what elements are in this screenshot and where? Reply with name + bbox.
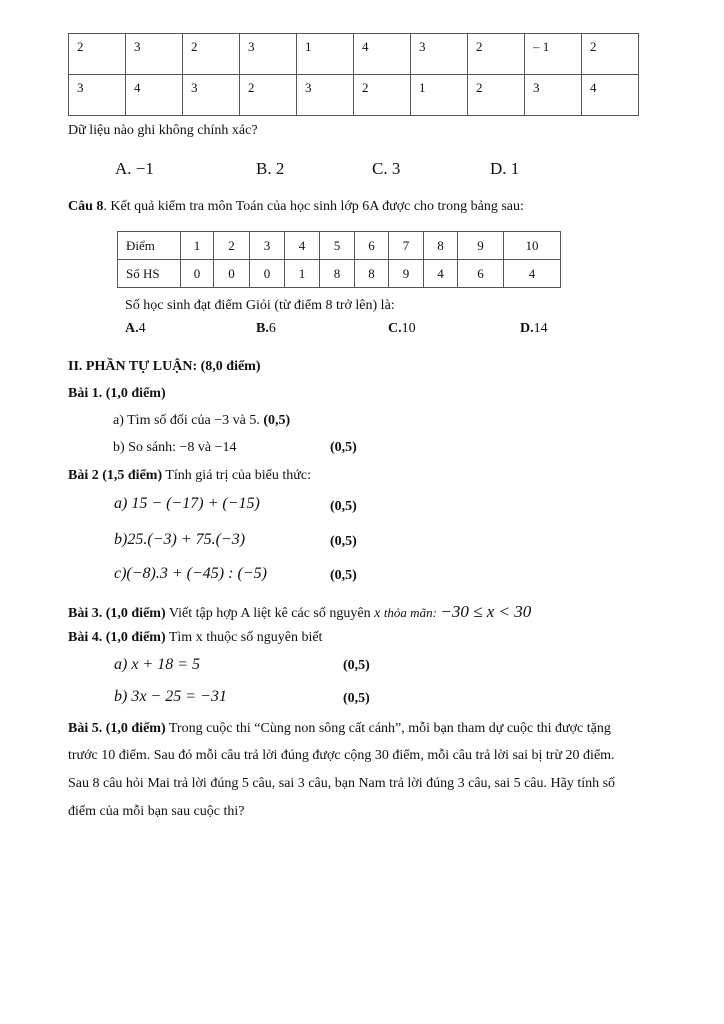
table-cell: 1 <box>285 260 320 288</box>
bai4-b-points: (0,5) <box>343 691 370 706</box>
q7-data-table <box>68 33 639 116</box>
table-cell: 5 <box>320 232 355 260</box>
bai2-b-points: (0,5) <box>330 534 357 549</box>
part2-heading: II. PHẦN TỰ LUẬN: (8,0 điểm) <box>68 359 261 374</box>
table-cell: 9 <box>458 232 504 260</box>
q7-option-d: D. 1 <box>490 159 520 178</box>
table-cell: 9 <box>389 260 424 288</box>
bai2-expr-b: b)25.(−3) + 75.(−3) <box>114 531 246 548</box>
table-cell: 4 <box>582 75 639 116</box>
table-cell: 2 <box>214 232 250 260</box>
table-cell: 3 <box>240 34 297 75</box>
q8-option-b: B.6 <box>256 321 276 336</box>
table-cell: 3 <box>411 34 468 75</box>
q8-option-d: D.14 <box>520 321 548 336</box>
bai2-a-points: (0,5) <box>330 499 357 514</box>
table-cell: 0 <box>181 260 214 288</box>
bai1-b-points: (0,5) <box>330 440 357 455</box>
table-cell: 8 <box>424 232 458 260</box>
bai1-a: a) Tìm số đối của −3 và 5. (0,5) <box>113 413 291 428</box>
table-cell: 1 <box>411 75 468 116</box>
table-cell: 3 <box>126 34 183 75</box>
table-cell: 2 <box>69 34 126 75</box>
q7-option-b: B. 2 <box>256 159 285 178</box>
table-cell: 2 <box>468 34 525 75</box>
table-cell: 8 <box>355 260 389 288</box>
table-cell: 2 <box>468 75 525 116</box>
table-cell: 1 <box>297 34 354 75</box>
bai1-title: Bài 1. (1,0 điểm) <box>68 386 166 401</box>
table-header-cell: Số HS <box>118 260 181 288</box>
bai5-line3: Sau 8 câu hỏi Mai trả lời đúng 5 câu, sai 3 câu, bạn Nam trả lời đúng 3 câu, sai 5 câu. Hãy tính số <box>68 776 616 791</box>
table-cell: 10 <box>504 232 561 260</box>
bai2-expr-a: a) 15 − (−17) + (−15) <box>114 495 260 512</box>
table-cell: 3 <box>297 75 354 116</box>
bai4-expr-b: b) 3x − 25 = −31 <box>114 688 227 705</box>
table-row <box>69 34 639 75</box>
bai5-line1: Bài 5. (1,0 điểm) Trong cuộc thi “Cùng non sông cất cánh”, mỗi bạn tham dự cuộc thi được tặng <box>68 721 611 736</box>
table-row <box>69 75 639 116</box>
q7-option-c: C. 3 <box>372 159 401 178</box>
bai5-line2: trước 10 điểm. Sau đó mỗi câu trả lời đúng được cộng 30 điểm, mỗi câu trả lời sai bị trừ 20 điểm. <box>68 748 615 763</box>
q8-question: Số học sinh đạt điểm Giỏi (từ điểm 8 trở lên) là: <box>125 298 395 313</box>
table-cell: 2 <box>240 75 297 116</box>
bai2-stem: Bài 2 (1,5 điểm) Tính giá trị của biểu thức: <box>68 468 311 483</box>
table-cell: 0 <box>250 260 285 288</box>
table-row <box>118 260 561 288</box>
bai4-a-points: (0,5) <box>343 658 370 673</box>
table-cell: 4 <box>504 260 561 288</box>
table-cell: 4 <box>424 260 458 288</box>
table-cell: 0 <box>214 260 250 288</box>
q8-stem <box>68 199 524 215</box>
table-cell: 7 <box>389 232 424 260</box>
table-cell: 2 <box>183 34 240 75</box>
q8-option-c: C.10 <box>388 321 416 336</box>
table-row <box>118 232 561 260</box>
table-cell: 1 <box>181 232 214 260</box>
table-cell: 4 <box>285 232 320 260</box>
table-cell: 4 <box>126 75 183 116</box>
q8-score-table <box>117 231 561 288</box>
q7-question: Dữ liệu nào ghi không chính xác? <box>68 123 258 138</box>
bai1-b: b) So sánh: −8 và −14 <box>113 440 237 455</box>
bai2-expr-c: c)(−8).3 + (−45) : (−5) <box>114 565 267 582</box>
table-cell: – 1 <box>525 34 582 75</box>
bai5-line4: điểm của mỗi bạn sau cuộc thi? <box>68 804 245 819</box>
table-cell: 2 <box>354 75 411 116</box>
bai4-expr-a: a) x + 18 = 5 <box>114 656 201 673</box>
bai2-c-points: (0,5) <box>330 568 357 583</box>
table-cell: 8 <box>320 260 355 288</box>
table-cell: 3 <box>69 75 126 116</box>
table-cell: 3 <box>250 232 285 260</box>
table-cell: 6 <box>458 260 504 288</box>
bai4-stem: Bài 4. (1,0 điểm) Tìm x thuộc số nguyên biết <box>68 630 323 645</box>
q8-label: Câu 8 <box>68 199 104 214</box>
q8-stem-text: . Kết quả kiểm tra môn Toán của học sinh lớp 6A được cho trong bảng sau: <box>103 199 524 214</box>
table-cell: 6 <box>355 232 389 260</box>
q8-option-a: A.4 <box>125 321 146 336</box>
q7-option-a: A. −1 <box>115 159 154 178</box>
table-cell: 3 <box>525 75 582 116</box>
table-cell: 2 <box>582 34 639 75</box>
table-header-cell: Điểm <box>118 232 181 260</box>
table-cell: 4 <box>354 34 411 75</box>
bai3-stem: Bài 3. (1,0 điểm) Viết tập hợp A liệt kê các số nguyên x thỏa mãn: −30 ≤ x < 30 <box>68 602 532 621</box>
table-cell: 3 <box>183 75 240 116</box>
